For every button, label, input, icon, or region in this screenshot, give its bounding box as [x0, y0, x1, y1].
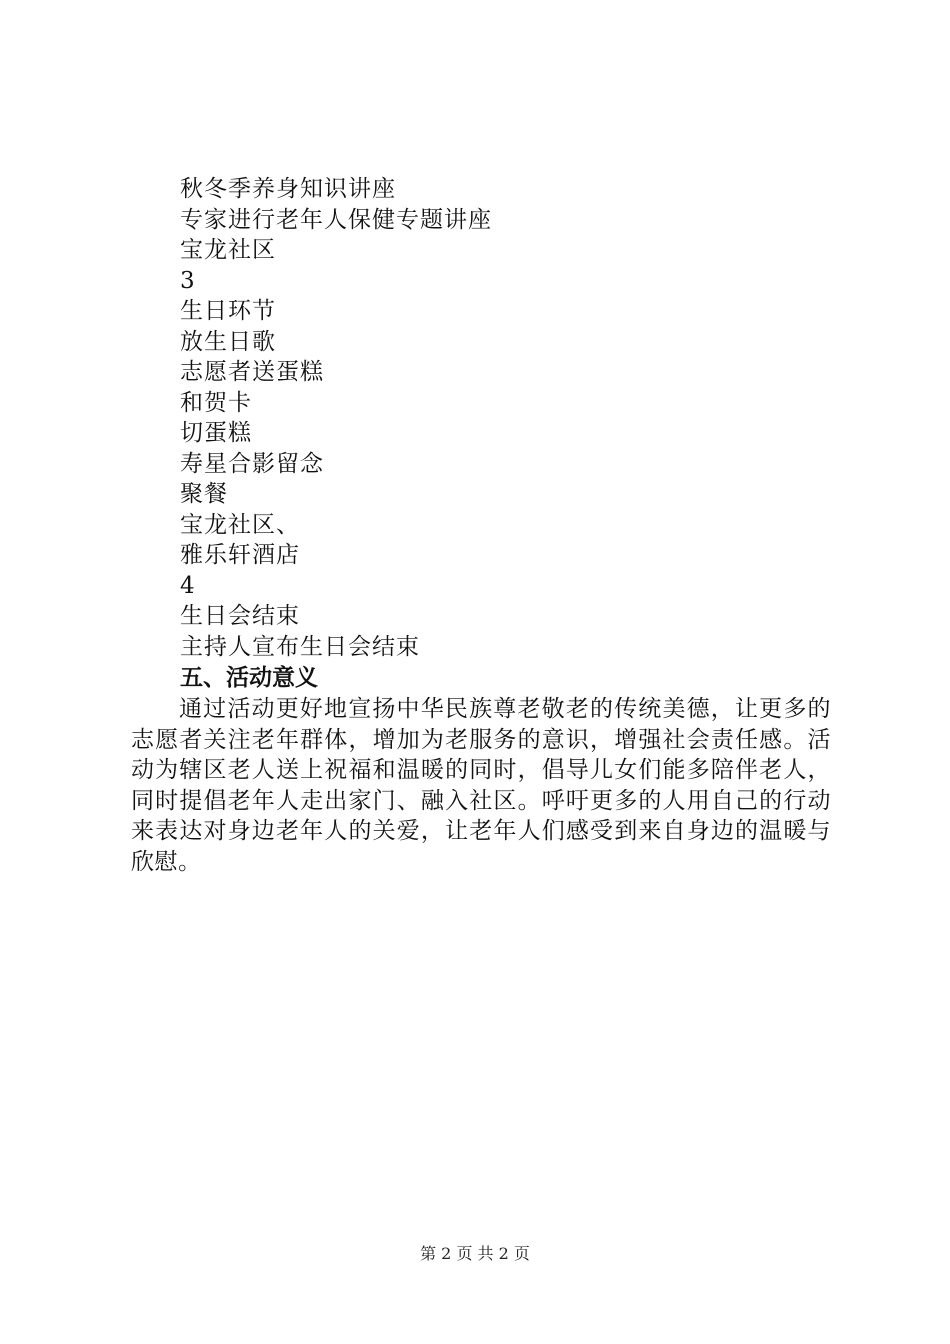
text-line: 专家进行老年人保健专题讲座 [180, 206, 492, 233]
page-footer: 第 2 页 共 2 页 [420, 1244, 530, 1263]
schedule-lines [180, 174, 840, 662]
text-line: 寿星合影留念 [180, 450, 324, 477]
text-line: 雅乐轩酒店 [180, 542, 300, 568]
text-line: 3 [180, 267, 196, 294]
text-line: 志愿者送蛋糕 [180, 359, 324, 385]
text-line: 切蛋糕 [180, 420, 252, 446]
body-paragraph: 通过活动更好地宣扬中华民族尊老敬老的传统美德，让更多的志愿者关注老年群体，增加为老服务的意识，增强社会责任感。活动为辖区老人送上祝福和温暖的同时，倡导儿女们能多陪伴老人，同时提倡老年人走出家门、融入社区。呼吁更多的人用自己的行动来表达对身边老年人的关爱，让老年人们感受到来自身边的温暖与欣慰。 [131, 696, 831, 875]
text-line: 放生日歌 [180, 328, 276, 355]
text-line: 秋冬季养身知识讲座 [180, 176, 396, 202]
text-line: 宝龙社区 [180, 237, 276, 263]
text-line: 主持人宣布生日会结束 [180, 633, 420, 660]
text-line: 生日会结束 [180, 603, 300, 629]
text-line: 4 [180, 572, 196, 599]
text-line: 和贺卡 [180, 389, 252, 416]
text-line: 生日环节 [180, 298, 276, 324]
section-heading: 五、活动意义 [180, 665, 318, 691]
text-line: 聚餐 [180, 481, 228, 507]
text-line: 宝龙社区、 [180, 511, 300, 538]
